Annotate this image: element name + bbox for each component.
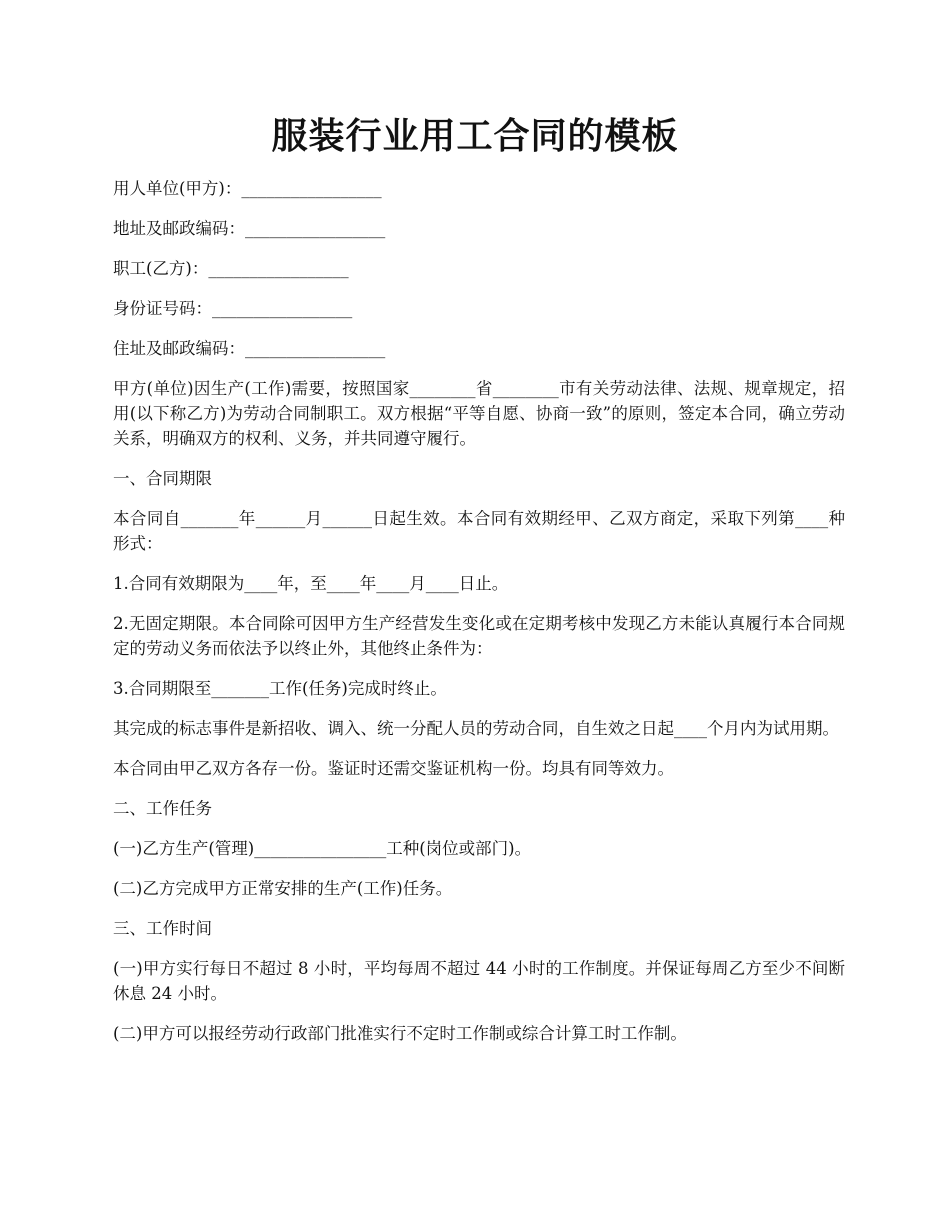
copies-paragraph: 本合同由甲乙双方各存一份。鉴证时还需交鉴证机构一份。均具有同等效力。 [113, 759, 674, 778]
term-option-3: 3.合同期限至_______工作(任务)完成时终止。 [113, 679, 447, 698]
term-option-1: 1.合同有效期限为____年，至____年____月____日止。 [113, 574, 509, 593]
section-heading-tasks: 二、工作任务 [113, 799, 212, 818]
section-heading-hours: 三、工作时间 [113, 919, 212, 938]
preamble-paragraph: 甲方(单位)因生产(工作)需要，按照国家________省________市有关劳动法律、法规、规章规定，招用(以下称乙方)为劳动合同制职工。双方根据“平等自愿、协商一致”的原则，签定本合同，确立劳动关系，明确双方的权利、义务，并共同遵守履行。 [113, 379, 845, 448]
probation-paragraph: 其完成的标志事件是新招收、调入、统一分配人员的劳动合同，自生效之日起____个月内为试用期。 [113, 719, 839, 738]
document-title: 服装行业用工合同的模板 [271, 115, 679, 157]
employer-address-field: 地址及邮政编码：_________________ [113, 219, 386, 238]
employer-field: 用人单位(甲方)：_________________ [113, 179, 382, 198]
hours-item-2: (二)甲方可以报经劳动行政部门批准实行不定时工作制或综合计算工时工作制。 [113, 1024, 687, 1043]
section-heading-term: 一、合同期限 [113, 469, 212, 488]
document-body [113, 176, 845, 1061]
id-number-field: 身份证号码：_________________ [113, 299, 353, 318]
employee-address-field: 住址及邮政编码：_________________ [113, 339, 386, 358]
tasks-item-1: (一)乙方生产(管理)________________工种(岗位或部门)。 [113, 839, 532, 858]
employee-field: 职工(乙方)：_________________ [113, 259, 349, 278]
term-paragraph: 本合同自_______年______月______日起生效。本合同有效期经甲、乙双方商定，采取下列第____种形式： [113, 509, 845, 553]
hours-item-1: (一)甲方实行每日不超过 8 小时，平均每周不超过 44 小时的工作制度。并保证每周乙方至少不间断休息 24 小时。 [113, 959, 845, 1003]
term-option-2: 2.无固定期限。本合同除可因甲方生产经营发生变化或在定期考核中发现乙方未能认真履行本合同规定的劳动义务而依法予以终止外，其他终止条件为： [113, 614, 845, 658]
tasks-item-2: (二)乙方完成甲方正常安排的生产(工作)任务。 [113, 879, 453, 898]
